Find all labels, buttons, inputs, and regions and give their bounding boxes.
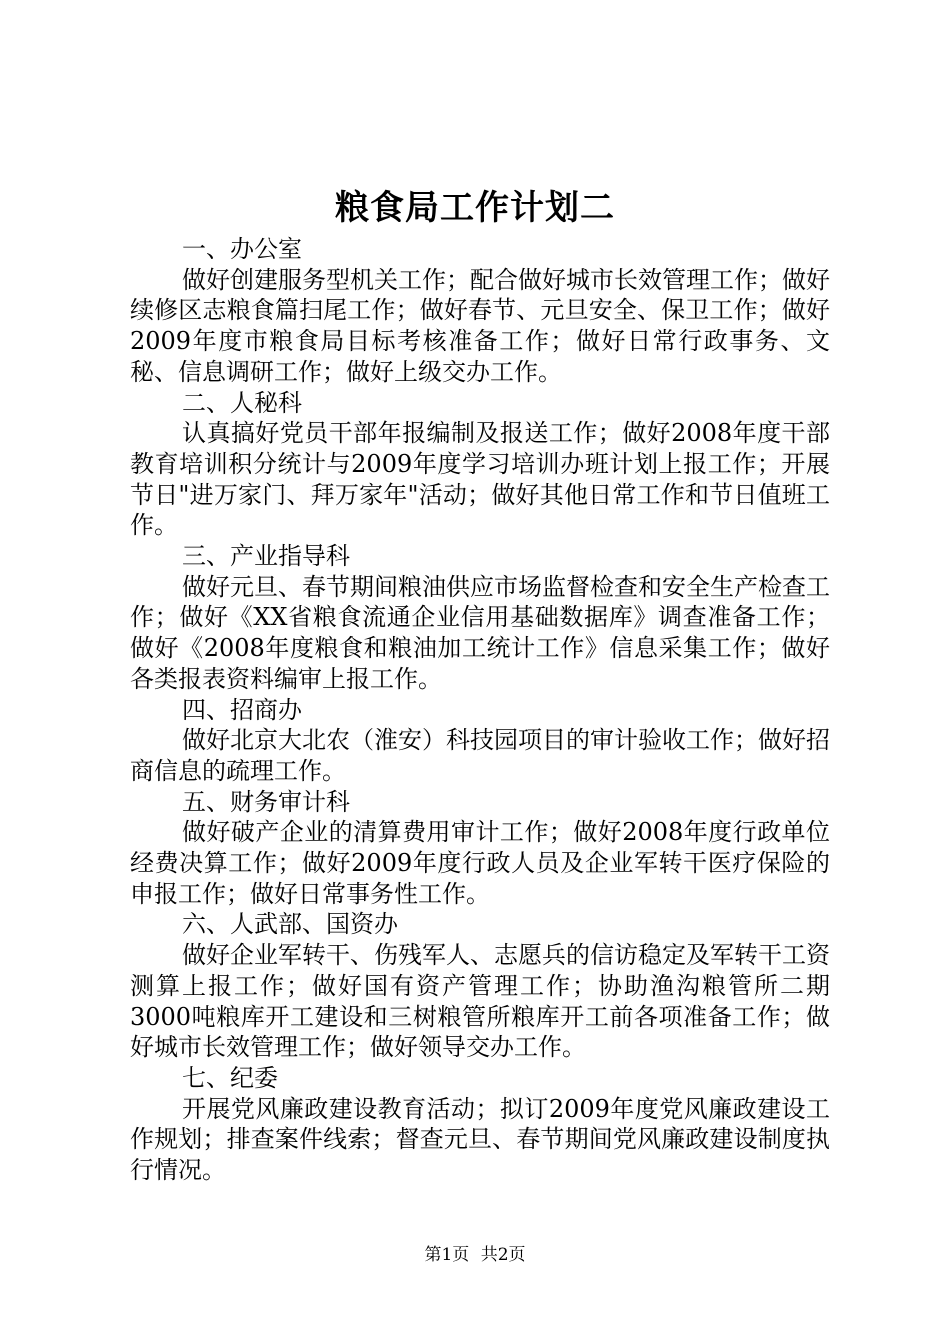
section-text-armed-forces: 做好企业军转干、伤残军人、志愿兵的信访稳定及军转干工资测算上报工作；做好国有资产管理工作；协助渔沟粮管所二期3000吨粮库开工建设和三树粮管所粮库开工前各项准备工作；做好城市长效管理工作；做好领导交办工作。 [130, 941, 830, 1062]
section-heading-discipline: 七、纪委 [182, 1063, 278, 1092]
document-title: 粮食局工作计划二 [335, 188, 615, 228]
section-text-finance: 做好破产企业的清算费用审计工作；做好2008年度行政单位经费决算工作；做好2009年度行政人员及企业军转干医疗保险的申报工作；做好日常事务性工作。 [130, 818, 830, 908]
section-text-discipline: 开展党风廉政建设教育活动；拟订2009年度党风廉政建设工作规划；排查案件线索；督查元旦、春节期间党风廉政建设制度执行情况。 [130, 1094, 830, 1185]
section-heading-finance: 五、财务审计科 [182, 787, 350, 816]
section-text-personnel: 认真搞好党员干部年报编制及报送工作；做好2008年度干部教育培训积分统计与2009年度学习培训办班计划上报工作；开展节日"进万家门、拜万家年"活动；做好其他日常工作和节日值班工作。 [130, 419, 830, 540]
page-number: 第1页 [424, 1245, 470, 1265]
section-heading-armed-forces: 六、人武部、国资办 [182, 910, 398, 939]
page-total: 共2页 [480, 1245, 526, 1265]
page-footer [0, 1243, 950, 1267]
section-text-office: 做好创建服务型机关工作；配合做好城市长效管理工作；做好续修区志粮食篇扫尾工作；做好春节、元旦安全、保卫工作；做好2009年度市粮食局目标考核准备工作；做好日常行政事务、文秘、信息调研工作；做好上级交办工作。 [130, 265, 830, 386]
section-text-investment: 做好北京大北农（淮安）科技园项目的审计验收工作；做好招商信息的疏理工作。 [130, 726, 830, 785]
section-text-industry: 做好元旦、春节期间粮油供应市场监督检查和安全生产检查工作；做好《XX省粮食流通企业信用基础数据库》调查准备工作；做好《2008年度粮食和粮油加工统计工作》信息采集工作；做好各类报表资料编审上报工作。 [130, 572, 830, 693]
section-heading-personnel: 二、人秘科 [182, 388, 302, 417]
section-heading-investment: 四、招商办 [182, 695, 302, 724]
document-body [130, 234, 830, 1186]
section-heading-industry: 三、产业指导科 [182, 542, 350, 571]
section-heading-office: 一、办公室 [182, 235, 302, 263]
